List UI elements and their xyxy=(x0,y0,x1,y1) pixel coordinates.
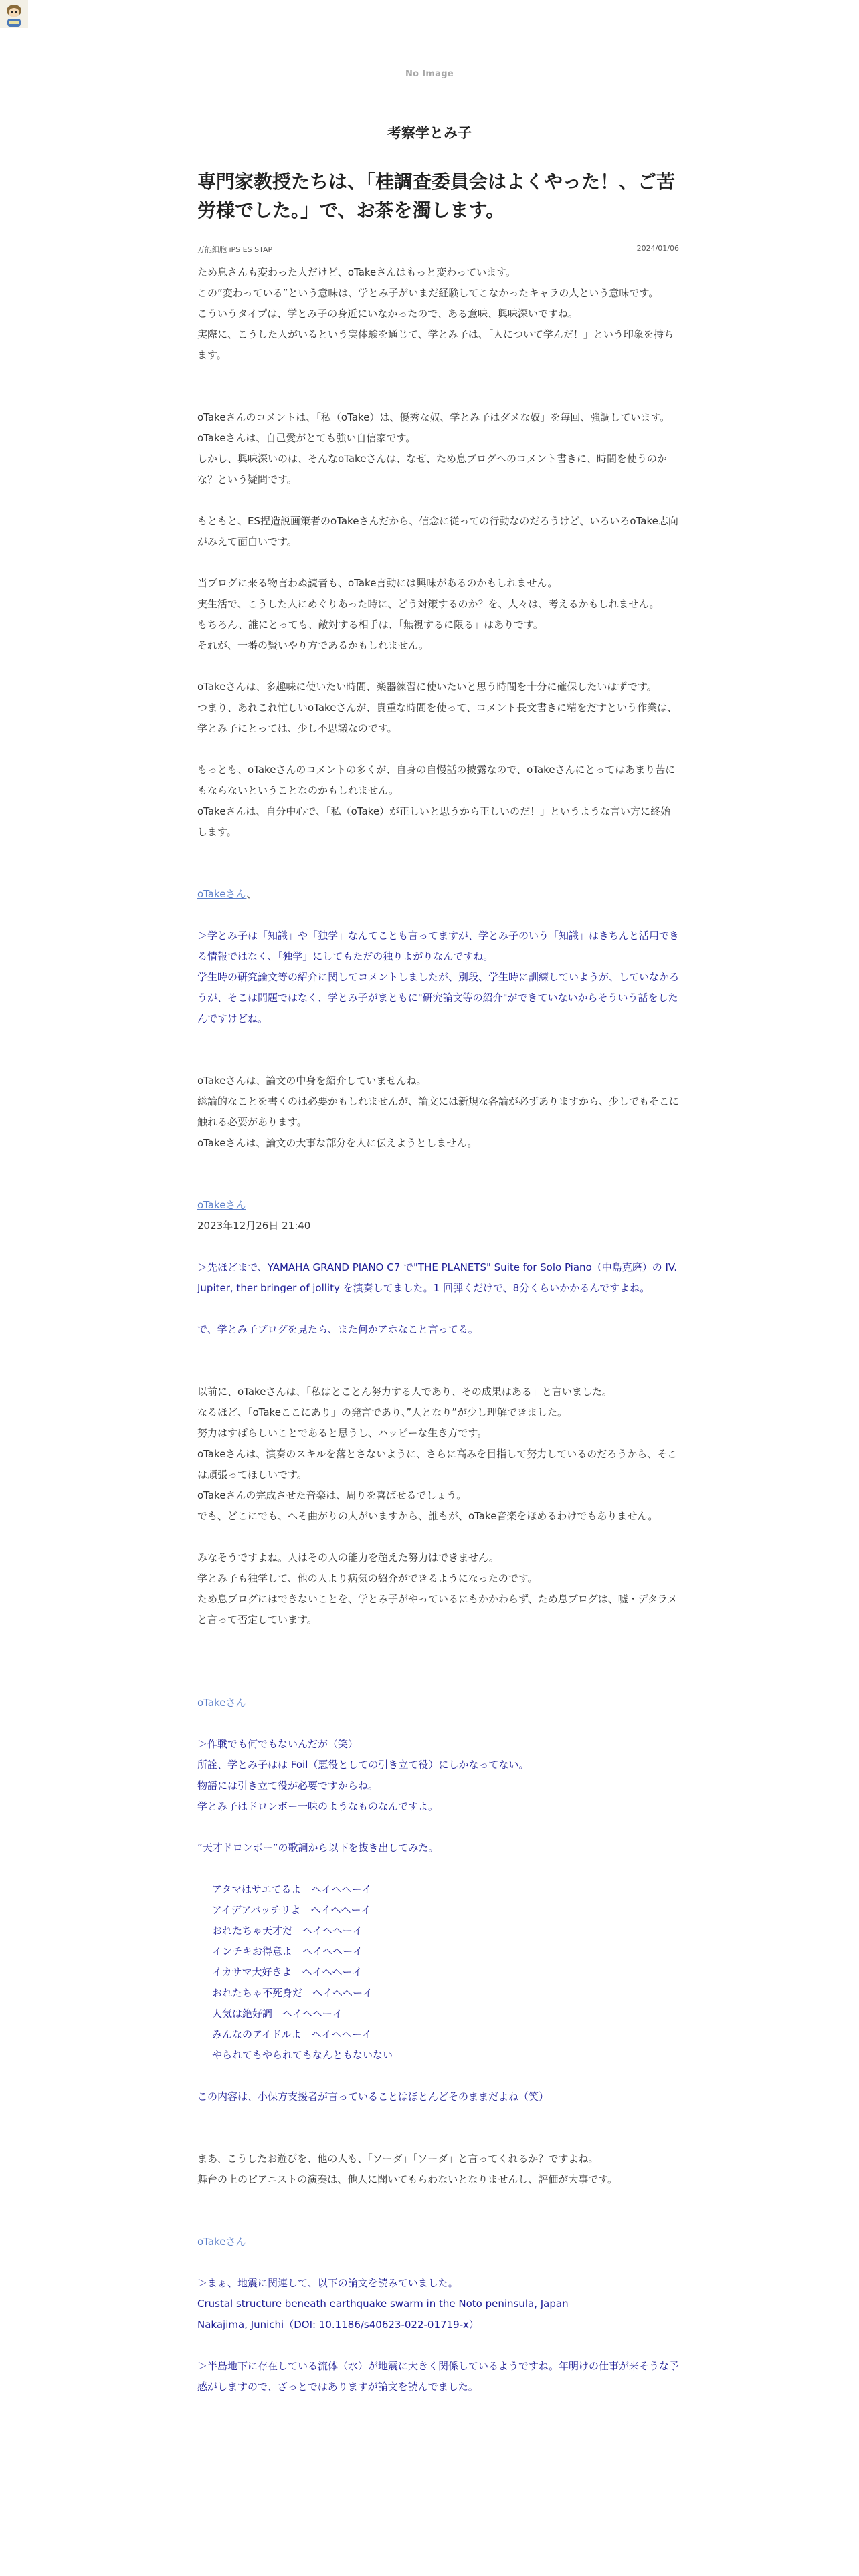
quote-line: Crustal structure beneath earthquake swarm in the Noto peninsula, Japan xyxy=(197,2298,569,2310)
paragraph: 学とみ子も独学して、他の人より病気の紹介ができるようになったのです。 xyxy=(197,1572,538,1584)
paragraph: みなそうですよね。人はその人の能力を超えた努力はできません。 xyxy=(197,1551,499,1564)
lyric-line: アイデアバッチリよ ヘイヘヘーイ xyxy=(212,1904,371,1916)
post-category[interactable]: 万能細胞 iPS ES STAP xyxy=(197,245,273,254)
commenter-line xyxy=(197,884,679,905)
quote-line: 学生時の研究論文等の紹介に関してコメントしましたが、別段、学生時に訓練していようが、していなかろうが、そこは問題ではなく、学とみ子がまともに"研究論文等の紹介"ができていないからそういう話をしたんですけどね。 xyxy=(197,971,680,1025)
blog-title[interactable]: 考察学とみ子 xyxy=(387,125,472,141)
paragraph: しかし、興味深いのは、そんなoTakeさんは、なぜ、ため息ブログへのコメント書きに、時間を使うのかな？という疑問です。 xyxy=(197,453,667,486)
paragraph: 努力はすばらしいことであると思うし、ハッピーな生き方です。 xyxy=(197,1427,488,1439)
lyric-line: やられてもやられてもなんともないない xyxy=(212,2049,393,2061)
paragraph: つまり、あれこれ忙しいoTakeさんが、貴重な時間を使って、コメント長文書きに精をだすという作業は、学とみ子にとっては、少し不思議なのです。 xyxy=(197,702,678,734)
quote-line: 学とみ子はドロンボー一味のようなものなんですよ。 xyxy=(197,1800,439,1812)
lyric-line: みんなのアイドルよ ヘイヘヘーイ xyxy=(212,2028,372,2040)
commenter-line xyxy=(197,1693,679,1713)
paragraph: ため息さんも変わった人だけど、oTakeさんはもっと変わっています。 xyxy=(197,266,516,278)
paragraph: ため息ブログにはできないことを、学とみ子がやっているにもかかわらず、ため息ブログは、嘘・デタラメと言って否定しています。 xyxy=(197,1593,678,1626)
paragraph: でも、どこにでも、へそ曲がりの人がいますから、誰もが、oTake音楽をほめるわけでもありません。 xyxy=(197,1510,658,1522)
paragraph: まあ、こうしたお遊びを、他の人も、「ソーダ」「ソーダ」と言ってくれるか？ですよね。 xyxy=(197,2153,599,2165)
paragraph: 総論的なことを書くのは必要かもしれませんが、論文には新規な各論が必ずありますから、少しでもそこに触れる必要があります。 xyxy=(197,1095,680,1128)
lyric-line: インチキお得意よ ヘイヘヘーイ xyxy=(212,1945,363,1957)
avatar-icon xyxy=(0,0,28,28)
lyric-line: アタマはサエてるよ ヘイヘヘーイ xyxy=(212,1883,372,1895)
paragraph: oTakeさんは、論文の中身を紹介していませんね。 xyxy=(197,1075,427,1087)
avatar[interactable] xyxy=(0,0,28,28)
quote-line: ＞先ほどまで、YAMAHA GRAND PIANO C7 で"THE PLANETS" Suite for Solo Piano（中島克磨）の IV. Jupiter, ther bringer of jollity を演奏してました。1 回弾くだけで、8分くらいかかるんですよね。 xyxy=(197,1261,677,1294)
quote-line: ＞学とみ子は「知識」や「独学」なんてことも言ってますが、学とみ子のいう「知識」はきちんと活用できる情報ではなく、「独学」にしてもただの独りよがりなんですね。 xyxy=(197,930,680,962)
comment-timestamp: 2023年12月26日 21:40 xyxy=(197,1220,311,1232)
paragraph: oTakeさんは、論文の大事な部分を人に伝えようとしません。 xyxy=(197,1137,478,1149)
lyric-line: おれたちゃ不死身だ ヘイヘヘーイ xyxy=(212,1987,373,1999)
header-image-placeholder: No Image xyxy=(405,69,454,79)
quote-line: この内容は、小保方支援者が言っていることはほとんどそのままだよね（笑） xyxy=(197,2090,549,2103)
lyric-line: 人気は絶好調 ヘイヘヘーイ xyxy=(212,2008,343,2020)
paragraph: この”変わっている”という意味は、学とみ子がいまだ経験してこなかったキャラの人という意味です。 xyxy=(197,287,659,299)
lyric-line: おれたちゃ天才だ ヘイヘヘーイ xyxy=(212,1925,363,1937)
post-body xyxy=(197,262,679,2397)
commenter-link[interactable]: oTakeさん xyxy=(197,1697,246,1709)
quote-line: ”天才ドロンボー”の歌詞から以下を抜き出してみた。 xyxy=(197,1842,439,1854)
paragraph: それが、一番の賢いやり方であるかもしれません。 xyxy=(197,639,429,651)
lyric-line: イカサマ大好きよ ヘイヘヘーイ xyxy=(212,1966,363,1978)
commenter-line xyxy=(197,2232,679,2252)
commenter-link[interactable]: oTakeさん xyxy=(197,1199,246,1211)
commenter-link[interactable]: oTakeさん xyxy=(197,888,247,900)
quote-line: 物語には引き立て役が必要ですからね。 xyxy=(197,1780,379,1792)
paragraph: oTakeさんは、自分中心で、「私（oTake）が正しいと思うから正しいのだ！」というような言い方に終始します。 xyxy=(197,805,671,838)
paragraph: なるほど、「oTakeここにあり」の発言であり、”人となり”が少し理解できました。 xyxy=(197,1406,567,1418)
paragraph: oTakeさんは、多趣味に使いたい時間、楽器練習に使いたいと思う時間を十分に確保したいはずです。 xyxy=(197,681,657,693)
paragraph: oTakeさんの完成させた音楽は、周りを喜ばせるでしょう。 xyxy=(197,1489,467,1501)
commenter-suffix: 、 xyxy=(246,888,257,900)
quote-line: ＞作戦でも何でもないんだが（笑） xyxy=(197,1738,359,1750)
paragraph: 実生活で、こうした人にめぐりあった時に、どう対策するのか？を、人々は、考えるかもしれません。 xyxy=(197,598,660,610)
paragraph: 舞台の上のピアニストの演奏は、他人に聞いてもらわないとなりませんし、評価が大事です。 xyxy=(197,2173,618,2185)
paragraph: oTakeさんのコメントは、「私（oTake）は、優秀な奴、学とみ子はダメな奴」を毎回、強調しています。 xyxy=(197,411,670,423)
post-title: 専門家教授たちは、「桂調査委員会はよくやった！、ご苦労様でした。」で、お茶を濁します。 xyxy=(197,171,676,221)
commenter-line xyxy=(197,1195,679,1216)
paragraph: 以前に、oTakeさんは、「私はとことん努力する人であり、その成果はある」と言いました。 xyxy=(197,1386,612,1398)
quote-line: ＞半島地下に存在している流体（水）が地震に大きく関係しているようですね。年明けの仕事が来そうな予感がしますので、ざっとではありますが論文を読んでました。 xyxy=(197,2360,680,2393)
paragraph: もちろん、誰にとっても、敵対する相手は、「無視するに限る」はありです。 xyxy=(197,619,543,631)
commenter-link[interactable]: oTakeさん xyxy=(197,2236,246,2248)
lyrics-block xyxy=(197,1879,679,2066)
paragraph: もともと、ES捏造説画策者のoTakeさんだから、信念に従っての行動なのだろうけど、いろいろoTake志向がみえて面白いです。 xyxy=(197,515,678,548)
paragraph: こういうタイプは、学とみ子の身近にいなかったので、ある意味、興味深いですね。 xyxy=(197,308,578,320)
paragraph: 当ブログに来る物言わぬ読者も、oTake言動には興味があるのかもしれません。 xyxy=(197,577,558,589)
paragraph: oTakeさんは、自己愛がとても強い自信家です。 xyxy=(197,432,416,444)
quote-line: で、学とみ子ブログを見たら、また何かアホなこと言ってる。 xyxy=(197,1323,478,1335)
paragraph: oTakeさんは、演奏のスキルを落とさないように、さらに高みを目指して努力しているのだろうから、そこは頑張ってほしいです。 xyxy=(197,1448,678,1481)
quote-line: 所詮、学とみ子はは Foil（悪役としての引き立て役）にしかなってない。 xyxy=(197,1759,529,1771)
quote-line: ＞まぁ、地震に関連して、以下の論文を読みていました。 xyxy=(197,2277,458,2289)
post-meta xyxy=(197,244,679,255)
quote-line: Nakajima, Junichi（DOI: 10.1186/s40623-022-01719-x） xyxy=(197,2319,479,2331)
paragraph: 実際に、こうした人がいるという実体験を通じて、学とみ子は、「人について学んだ！」という印象を持ちます。 xyxy=(197,328,674,361)
post-date: 2024/01/06 xyxy=(636,244,679,253)
paragraph: もっとも、oTakeさんのコメントの多くが、自身の自慢話の披露なので、oTakeさんにとってはあまり苦にもならないということなのかもしれません。 xyxy=(197,764,676,796)
